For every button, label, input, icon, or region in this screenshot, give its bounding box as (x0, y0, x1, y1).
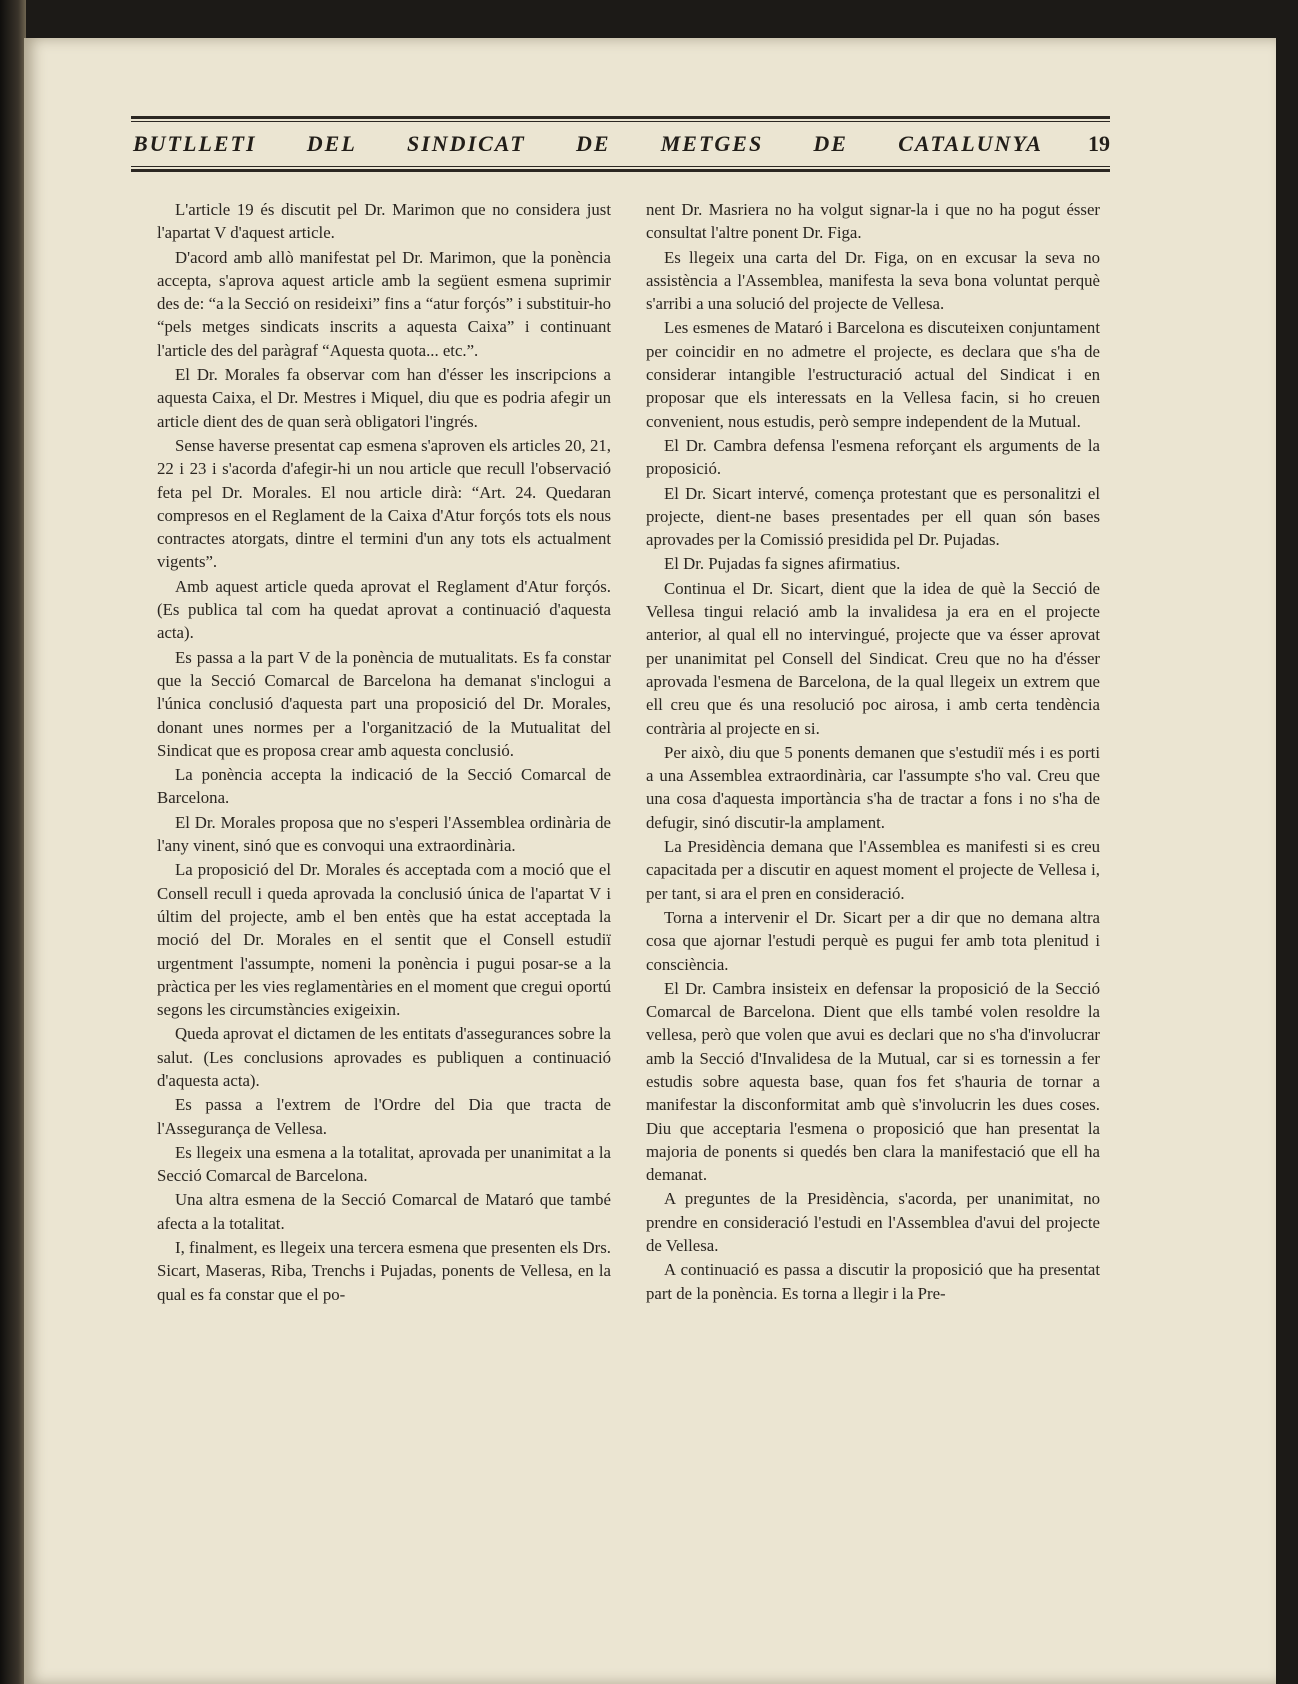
header-rule-bottom (131, 169, 1110, 172)
paragraph: El Dr. Pujadas fa signes afirmatius. (664, 554, 901, 574)
paragraph: A continuació es passa a discutir la proposició que ha presentat part de la ponència. Es torna a llegir i la Pre- (646, 1260, 1100, 1303)
book-binding-edge (0, 0, 26, 1684)
title-word: BUTLLETI (133, 131, 257, 156)
title-word: DE (575, 131, 611, 156)
paragraph: Es passa a la part V de la ponència de mutualitats. Es fa constar que la Secció Comarcal de Barcelona ha demanat s'inclogui a l'única conclusió d'aquesta part una proposició del Dr. Morales, donant unes normes per a l'organització de la Mutualitat del Sindicat que es proposa crear amb aquesta conclusió. (157, 647, 611, 760)
header-rule-bottom-thin (131, 166, 1110, 167)
journal-title (133, 127, 1043, 161)
paragraph: El Dr. Morales proposa que no s'esperi l'Assemblea ordinària de l'any vinent, sinó que es convoqui una extraordinària. (157, 812, 611, 856)
paragraph: Les esmenes de Mataró i Barcelona es discuteixen conjuntament per coincidir en no admetre el projecte, es declara que s'ha de considerar intangible l'estructuració actual del Sindicat i en proposar que els interessats en la Vellesa facin, si ho creuen convenient, nous estudis, però sempre independent de la Mutual. (646, 318, 1100, 431)
title-word: DEL (306, 131, 357, 156)
paragraph: Amb aquest article queda aprovat el Reglament d'Atur forçós. (Es publica tal com ha quedat aprovat a continuació d'aquesta acta). (157, 576, 611, 643)
paragraph: A preguntes de la Presidència, s'acorda, per unanimitat, no prendre en consideració l'estudi en l'Assemblea d'avui del projecte de Vellesa. (646, 1189, 1100, 1256)
paragraph: Continua el Dr. Sicart, dient que la idea de què la Secció de Vellesa tingui relació amb la invalidesa ja era en el projecte anterior, al qual ell no intervingué, projecte que va ésser aprovat per unanimitat pel Consell del Sindicat. Creu que no ha d'ésser aprovada l'esmena de Barcelona, de la qual llegeix un extrem que ell creu que és una resolució poc airosa, i amb certa tendència contrària al projecte en si. (646, 578, 1100, 738)
paragraph: I, finalment, es llegeix una tercera esmena que presenten els Drs. Sicart, Maseras, Riba, Trenchs i Pujadas, ponents de Vellesa, en la qual es fa constar que el po- (157, 1238, 611, 1304)
title-word: SINDICAT (407, 131, 526, 156)
paragraph: El Dr. Sicart intervé, comença protestant que es personalitzi el projecte, dient-ne bases presentades per ell quan són bases aprovades per la Comissió presidida pel Dr. Pujadas. (646, 483, 1100, 550)
paragraph: L'article 19 és discutit pel Dr. Marimon que no considera just l'apartat V d'aquest article. (157, 200, 611, 243)
running-header (131, 80, 1110, 172)
paragraph: La Presidència demana que l'Assemblea es manifesti si es creu capacitada per a discutir en aquest moment el projecte de Vellesa i, per tant, si ara el pren en consideració. (646, 837, 1100, 903)
paragraph: El Dr. Cambra defensa l'esmena reforçant els arguments de la proposició. (646, 435, 1100, 479)
left-column (157, 198, 611, 1307)
paragraph: Una altra esmena de la Secció Comarcal de Mataró que també afecta a la totalitat. (157, 1190, 611, 1233)
paragraph: El Dr. Cambra insisteix en defensar la proposició de la Secció Comarcal de Barcelona. Dient que ells també volen resoldre la vellesa, però que volen que avui es declari que no s'ha d'involucrar amb la Secció d'Invalidesa de la Mutual, car si es tornessin a fer estudis sobre aquesta base, quan fos fet s'hauria de tornar a manifestar la disconformitat amb què s'involucrin les dues coses. Diu que acceptaria l'esmena o proposició que han presentat la majoria de ponents si quedés ben clara la manifestació que ell ha demanat. (646, 978, 1100, 1185)
page-number: 19 (1088, 131, 1110, 156)
header-rule-top-thin (131, 121, 1110, 122)
paragraph: Queda aprovat el dictamen de les entitats d'assegurances sobre la salut. (Les conclusions aprovades es publiquen a continuació d'aquesta acta). (157, 1024, 611, 1090)
paragraph-continued: nent Dr. Masriera no ha volgut signar-la i que no ha pogut ésser consultat l'altre ponent Dr. Figa. (646, 200, 1100, 243)
paragraph: Torna a intervenir el Dr. Sicart per a dir que no demana altra cosa que ajornar l'estudi perquè es pugui fer amb tota plenitud i consciència. (646, 907, 1100, 974)
title-word: DE (813, 131, 848, 156)
title-word: CATALUNYA (898, 131, 1043, 156)
paragraph: Sense haverse presentat cap esmena s'aproven els articles 20, 21, 22 i 23 i s'acorda d'afegir-hi un nou article que recull l'observació feta pel Dr. Morales. El nou article dirà: “Art. 24. Quedaran compresos en el Reglament de la Caixa d'Atur forçós tots els nous contractes atorgats, dintre el termini d'un any tots els actualment vigents”. (157, 435, 611, 572)
paragraph: El Dr. Morales fa observar com han d'ésser les inscripcions a aquesta Caixa, el Dr. Mestres i Miquel, diu que es podria afegir un article dient des de quan serà obligatori l'ingrés. (157, 365, 611, 431)
paragraph: Es passa a l'extrem de l'Ordre del Dia que tracta de l'Assegurança de Vellesa. (157, 1095, 611, 1138)
paragraph: Es llegeix una carta del Dr. Figa, on en excusar la seva no assistència a l'Assemblea, manifesta la seva bona voluntat perquè s'arribi a una solució del projecte de Vellesa. (646, 247, 1100, 314)
right-column (646, 198, 1100, 1306)
title-word: METGES (660, 131, 764, 156)
header-rule-top (131, 116, 1110, 119)
paragraph: La proposició del Dr. Morales és acceptada com a moció que el Consell recull i queda aprovada la conclusió única de l'apartat V i últim del projecte, amb el ben entès que ha estat acceptada la moció del Dr. Morales en el sentit que el Consell estudiï urgentment l'assumpte, nomeni la ponència i pugui posar-se a la pràctica per les vies reglamentàries en el moment que cregui oportú segons les circumstàncies exigeixin. (157, 860, 611, 1020)
paragraph: La ponència accepta la indicació de la Secció Comarcal de Barcelona. (157, 765, 611, 808)
paragraph: Per això, diu que 5 ponents demanen que s'estudiï més i es porti a una Assemblea extraordinària, car l'assumpte s'ho val. Creu que una cosa d'aquesta importància s'ha de tractar a fons i no s'ha de defugir, sinó discutir-la amplament. (646, 742, 1100, 832)
paragraph: D'acord amb allò manifestat pel Dr. Marimon, que la ponència accepta, s'aprova aquest article amb la següent esmena suprimir des de: “a la Secció on resideixi” fins a “atur forçós” i substituir-ho “pels metges sindicats inscrits a aquesta Caixa” i continuant l'article des del paràgraf “Aquesta quota... etc.”. (157, 247, 611, 360)
paragraph: Es llegeix una esmena a la totalitat, aprovada per unanimitat a la Secció Comarcal de Barcelona. (157, 1142, 611, 1186)
